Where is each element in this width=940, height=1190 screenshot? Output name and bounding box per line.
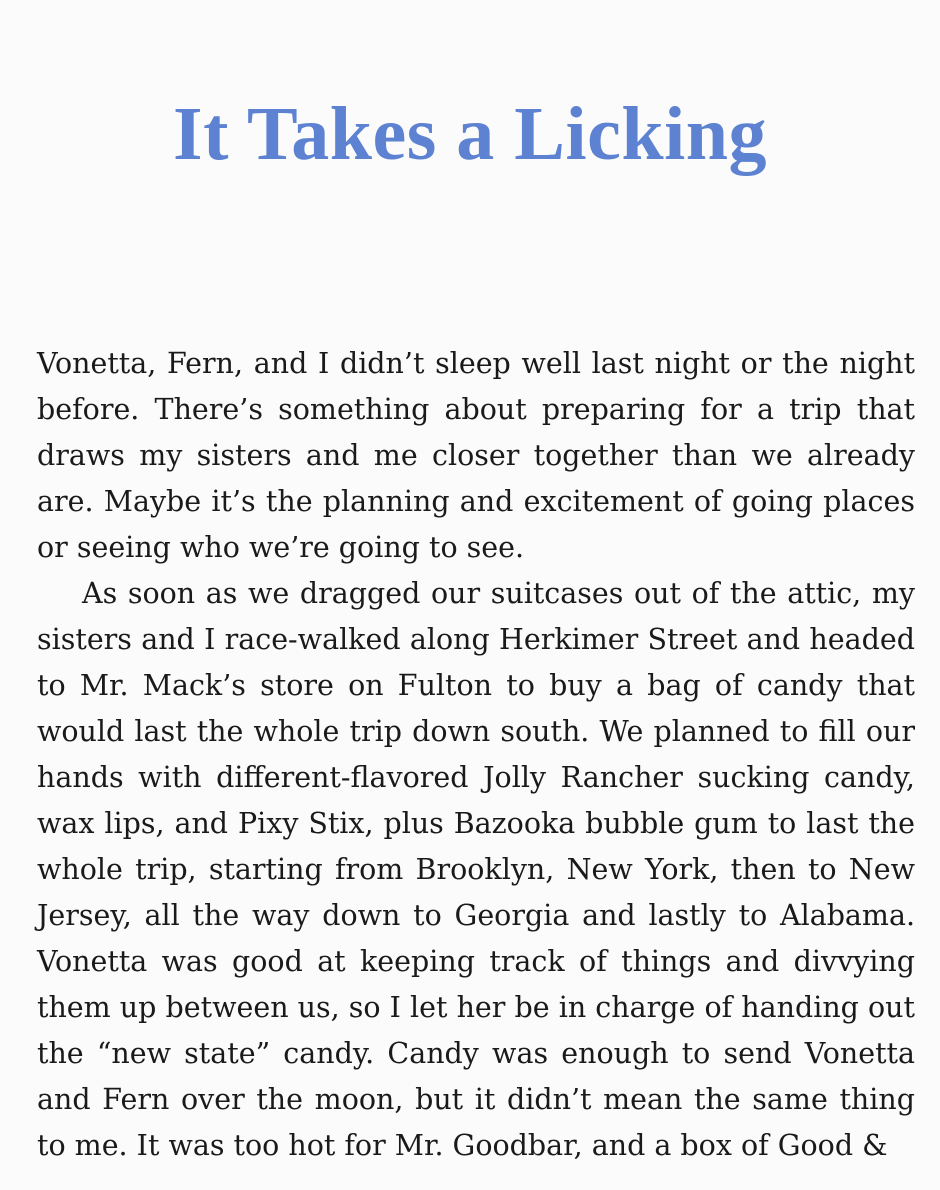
paragraph: As soon as we dragged our suitcases out of the attic, my sisters and I race-walked along Herkimer Street and headed to Mr. Mack’s store on Fulton to buy a bag of candy that would last the whole trip down south. We planned to fill our hands with different-flavored Jolly Rancher sucking candy, wax lips, and Pixy Stix, plus Bazooka bubble gum to last the whole trip, starting from Brooklyn, New York, then to New Jersey, all the way down to Georgia and lastly to Alabama. Vonetta was good at keeping track of things and divvying them up between us, so I let her be in charge of handing out the “new state” candy. Candy was enough to send Vonetta and Fern over the moon, but it didn’t mean the same thing to me. It was too hot for Mr. Goodbar, and a box of Good & [37,577,915,1162]
paragraph: Vonetta, Fern, and I didn’t sleep well last night or the night before. There’s something about preparing for a trip that draws my sisters and me closer together than we already are. Maybe it’s the planning and excitement of going places or seeing who we’re going to see. [37,347,915,564]
chapter-title: It Takes a Licking [173,92,767,176]
chapter-body [37,341,915,1169]
